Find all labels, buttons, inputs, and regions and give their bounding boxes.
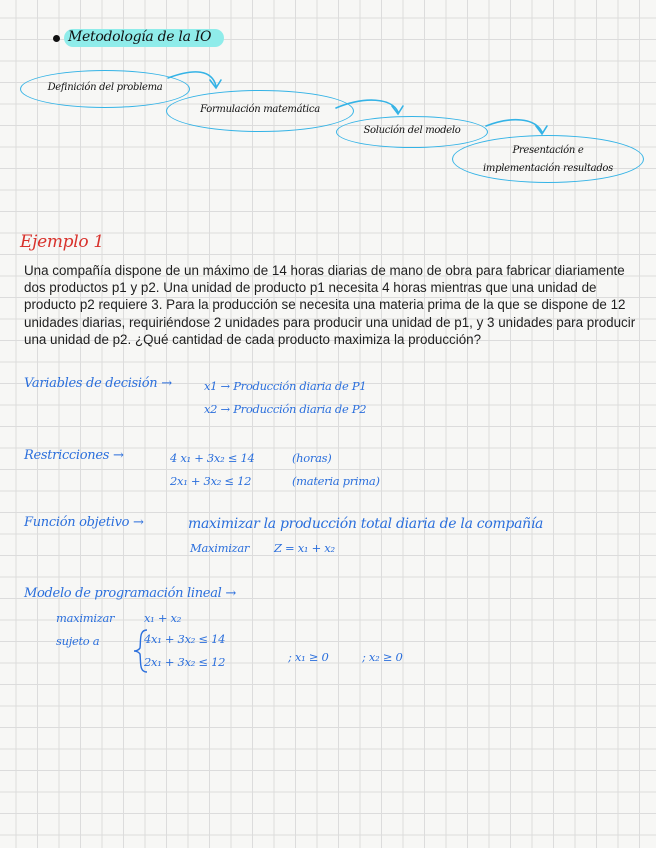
modelo-subject-label: sujeto a bbox=[56, 634, 100, 648]
step-presentacion-label-1: Presentación e bbox=[512, 145, 584, 156]
objetivo-formula: Z = x₁ + x₂ bbox=[274, 541, 335, 555]
modelo-max-expr: x₁ + x₂ bbox=[144, 611, 182, 625]
modelo-nonneg-x2: ; x₂ ≥ 0 bbox=[362, 650, 403, 664]
step-presentacion-label-2: implementación resultados bbox=[483, 163, 613, 174]
variable-x1: x1 → Producción diaria de P1 bbox=[204, 379, 367, 393]
modelo-constraint-2: 2x₁ + 3x₂ ≤ 12 bbox=[144, 655, 226, 669]
restriccion-1-note: (horas) bbox=[292, 451, 332, 465]
flow-arrow-3 bbox=[486, 120, 542, 132]
restricciones-label: Restricciones → bbox=[24, 448, 124, 463]
step-definicion-label: Definición del problema bbox=[47, 82, 163, 93]
modelo-nonneg-x1: ; x₁ ≥ 0 bbox=[288, 650, 329, 664]
variable-x2: x2 → Producción diaria de P2 bbox=[204, 402, 367, 416]
objetivo-label: Función objetivo → bbox=[24, 515, 144, 530]
restriccion-1: 4 x₁ + 3x₂ ≤ 14 bbox=[170, 451, 255, 465]
modelo-max-label: maximizar bbox=[56, 611, 115, 625]
step-solucion-label: Solución del modelo bbox=[363, 125, 461, 136]
example-title: Ejemplo 1 bbox=[20, 232, 104, 252]
problem-statement: Una compañía dispone de un máximo de 14 horas diarias de mano de obra para fabricar diariamente dos productos p1 y p2. Una unidad de producto p1 necesita 4 horas mientras que una unidad de producto p2 requiere 3. Para la producción se necesita una materia prima de la que se dispone de 12 unidades diarias, requiriéndose 2 unidades para producir una unidad de p1, y 3 unidades para producir una unidad de p2. ¿Qué cantidad de cada producto maximiza la producción? bbox=[24, 263, 636, 347]
restriccion-2-note: (materia prima) bbox=[292, 474, 380, 488]
objetivo-formula-label: Maximizar bbox=[190, 541, 250, 555]
objetivo-text: maximizar la producción total diaria de la compañía bbox=[188, 516, 544, 532]
variables-label: Variables de decisión → bbox=[24, 376, 172, 391]
modelo-label: Modelo de programación lineal → bbox=[24, 586, 236, 601]
heading-text: Metodología de la IO bbox=[68, 29, 212, 45]
step-formulacion-label: Formulación matemática bbox=[200, 104, 320, 115]
restriccion-2: 2x₁ + 3x₂ ≤ 12 bbox=[170, 474, 252, 488]
modelo-constraint-1: 4x₁ + 3x₂ ≤ 14 bbox=[144, 632, 226, 646]
